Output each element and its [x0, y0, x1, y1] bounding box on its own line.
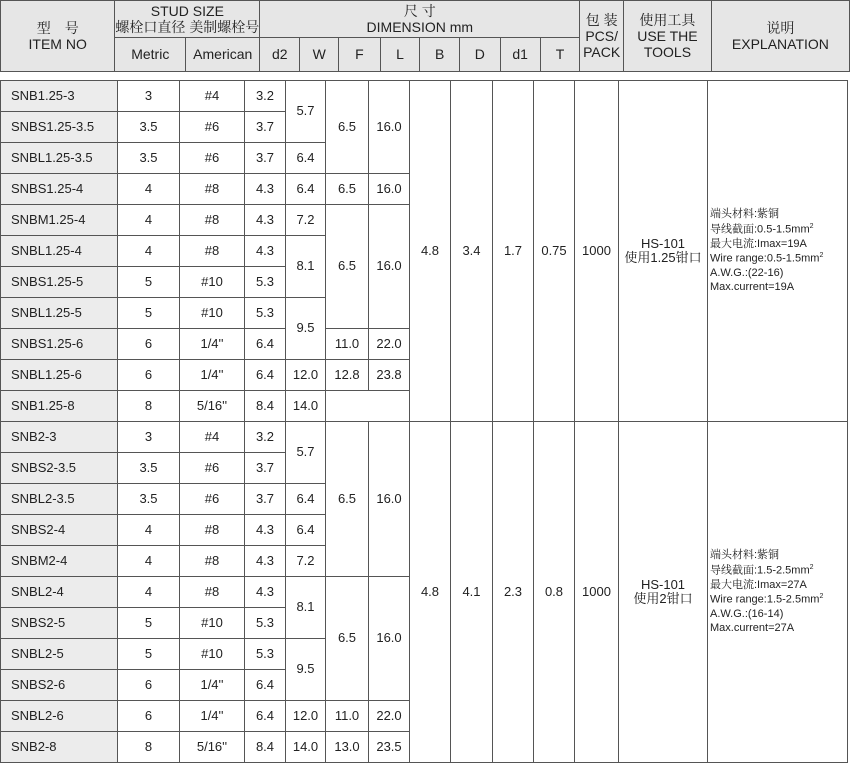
dim-d2: 3.7: [245, 484, 286, 515]
item-no: SNB2-3: [1, 422, 118, 453]
header-explanation: [711, 1, 849, 72]
header-expl-cn: 说明: [766, 19, 795, 36]
stud-metric: 4: [118, 205, 180, 236]
dim-f: 11.0: [326, 701, 369, 732]
item-no: SNBS2-4: [1, 515, 118, 546]
header-t: T: [540, 38, 580, 72]
stud-metric: 5: [118, 267, 180, 298]
item-no: SNBL1.25-4: [1, 236, 118, 267]
stud-metric: 3.5: [118, 112, 180, 143]
dim-l: 22.0: [369, 329, 410, 360]
header-pcs-cn: 包 装: [585, 11, 618, 28]
header-l: L: [380, 38, 420, 72]
header-d2: d2: [260, 38, 300, 72]
item-no: SNB1.25-3: [1, 81, 118, 112]
item-no: SNB2-8: [1, 732, 118, 763]
dim-w: 7.2: [286, 205, 326, 236]
dim-w: 5.7: [286, 422, 326, 484]
dim-d2: 3.7: [245, 143, 286, 174]
superscript-2: 2: [819, 593, 824, 600]
dim-d2: 4.3: [245, 174, 286, 205]
stud-metric: 5: [118, 608, 180, 639]
stud-metric: 5: [118, 298, 180, 329]
dim-d2: 3.7: [245, 112, 286, 143]
explanation-line: 导线截面:0.5-1.5mm: [710, 223, 810, 236]
explanation-line: 端头材料:紫铜: [710, 549, 780, 562]
dim-w: 14.0: [286, 732, 326, 763]
stud-american: 1/4'': [180, 329, 245, 360]
item-no: SNBL2-6: [1, 701, 118, 732]
dim-d: 4.1: [451, 422, 493, 763]
stud-american: #8: [180, 205, 245, 236]
dim-w: 6.4: [286, 143, 326, 174]
stud-american: #8: [180, 236, 245, 267]
dim-w: 8.1: [286, 236, 326, 298]
item-no: SNBS1.25-5: [1, 267, 118, 298]
header-dim-cn: 尺 寸: [403, 2, 436, 19]
stud-metric: 3.5: [118, 143, 180, 174]
tool-jaw: 使用1.25钳口: [624, 250, 702, 265]
superscript-2: 2: [809, 563, 814, 571]
dim-d2: 5.3: [245, 639, 286, 670]
tool-cell: [619, 422, 708, 763]
dim-w: 6.4: [286, 484, 326, 515]
explanation-line: A.W.G.:(16-14): [710, 607, 784, 620]
dim-d2: 6.4: [245, 701, 286, 732]
header-item: [1, 1, 115, 72]
stud-metric: 4: [118, 515, 180, 546]
header-dimension: [260, 1, 580, 38]
stud-american: #10: [180, 608, 245, 639]
dim-d: 3.4: [451, 81, 493, 422]
item-no: SNBL1.25-3.5: [1, 143, 118, 174]
item-no: SNBS2-6: [1, 670, 118, 701]
explanation-line: Wire range:0.5-1.5mm: [710, 252, 820, 265]
stud-metric: 5: [118, 639, 180, 670]
dim-d2: 3.2: [245, 81, 286, 112]
superscript-2: 2: [819, 252, 824, 259]
dim-l: 16.0: [369, 205, 410, 329]
stud-american: #8: [180, 577, 245, 608]
stud-american: 1/4'': [180, 701, 245, 732]
dim-w: 9.5: [286, 298, 326, 360]
header-stud-en: STUD SIZE: [150, 2, 224, 19]
header-w: W: [300, 38, 339, 72]
pcs-pack: 1000: [575, 81, 619, 422]
dim-w: 14.0: [286, 391, 326, 422]
dim-w: 12.0: [286, 701, 326, 732]
dim-d2: 6.4: [245, 360, 286, 391]
tool-model: HS-101: [640, 576, 686, 592]
stud-metric: 3.5: [118, 453, 180, 484]
stud-american: 5/16'': [180, 391, 245, 422]
dim-d2: 4.3: [245, 236, 286, 267]
stud-metric: 4: [118, 577, 180, 608]
header-tools-cn: 使用工具: [639, 11, 696, 28]
dim-f: 6.5: [326, 577, 369, 701]
stud-american: #6: [180, 143, 245, 174]
explanation-line: Max.current=19A: [710, 281, 795, 294]
dim-d2: 4.3: [245, 515, 286, 546]
dim-l: 23.5: [369, 732, 410, 763]
dim-d2: 3.2: [245, 422, 286, 453]
dim-d2: 6.4: [245, 329, 286, 360]
dim-d2: 6.4: [245, 670, 286, 701]
stud-american: 5/16'': [180, 732, 245, 763]
dim-l: 16.0: [369, 577, 410, 701]
dim-w: 12.0: [286, 360, 326, 391]
dim-l: 23.8: [369, 360, 410, 391]
stud-metric: 6: [118, 329, 180, 360]
header-stud-cn-american: 美制螺栓号: [189, 19, 260, 35]
tool-jaw: 使用2钳口: [633, 591, 693, 606]
explanation-cell: [708, 422, 848, 763]
header-item-en: ITEM NO: [28, 36, 87, 52]
dim-f: 11.0: [326, 329, 369, 360]
dim-d2: 8.4: [245, 391, 286, 422]
header-metric: Metric: [115, 38, 186, 72]
dim-w: 8.1: [286, 577, 326, 639]
stud-american: #6: [180, 453, 245, 484]
header-d1: d1: [500, 38, 540, 72]
tool-model: HS-101: [640, 235, 686, 251]
item-no: SNBL2-3.5: [1, 484, 118, 515]
item-no: SNBL2-4: [1, 577, 118, 608]
header-expl-en: EXPLANATION: [731, 36, 829, 52]
stud-metric: 6: [118, 360, 180, 391]
dim-d2: 5.3: [245, 298, 286, 329]
item-no: SNBS2-3.5: [1, 453, 118, 484]
dim-w: 7.2: [286, 546, 326, 577]
dim-d2: 5.3: [245, 267, 286, 298]
stud-metric: 4: [118, 236, 180, 267]
header-tools-en1: USE THE: [637, 27, 698, 44]
item-no: SNBL1.25-6: [1, 360, 118, 391]
item-no: SNBS1.25-4: [1, 174, 118, 205]
dim-d2: 4.3: [245, 205, 286, 236]
dim-d2: 4.3: [245, 577, 286, 608]
stud-american: #8: [180, 515, 245, 546]
header-item-cn: 型 号: [36, 19, 79, 36]
dim-b: 4.8: [410, 422, 451, 763]
item-no: SNBS1.25-3.5: [1, 112, 118, 143]
stud-american: #8: [180, 546, 245, 577]
item-no: SNBS1.25-6: [1, 329, 118, 360]
dim-l: 16.0: [369, 174, 410, 205]
pcs-pack: 1000: [575, 422, 619, 763]
header-pcs-en2: PACK: [583, 44, 621, 61]
dim-f: 13.0: [326, 732, 369, 763]
stud-metric: 4: [118, 174, 180, 205]
header-dim-en: DIMENSION mm: [366, 19, 474, 35]
stud-american: #8: [180, 174, 245, 205]
stud-metric: 3: [118, 81, 180, 112]
dim-b: 4.8: [410, 81, 451, 422]
dim-t: 0.75: [534, 81, 575, 422]
header-stud-size: [115, 1, 260, 38]
stud-american: 1/4'': [180, 360, 245, 391]
item-no: SNBL1.25-5: [1, 298, 118, 329]
dim-d2: 5.3: [245, 608, 286, 639]
explanation-line: 导线截面:1.5-2.5mm: [710, 564, 810, 577]
stud-american: #4: [180, 81, 245, 112]
header-pcs: [580, 1, 624, 72]
dim-f: 6.5: [326, 174, 369, 205]
stud-metric: 8: [118, 391, 180, 422]
header-d: D: [460, 38, 501, 72]
stud-american: #4: [180, 422, 245, 453]
stud-american: 1/4'': [180, 670, 245, 701]
table-row: [1, 81, 848, 112]
dim-d2: 8.4: [245, 732, 286, 763]
header-b: B: [420, 38, 460, 72]
dim-d2: 4.3: [245, 546, 286, 577]
stud-metric: 3.5: [118, 484, 180, 515]
explanation-line: Max.current=27A: [710, 622, 795, 635]
dim-d1: 2.3: [493, 422, 534, 763]
item-no: SNBS2-5: [1, 608, 118, 639]
stud-american: #6: [180, 484, 245, 515]
item-no: SNB1.25-8: [1, 391, 118, 422]
header-table: [0, 0, 850, 72]
explanation-line: A.W.G.:(22-16): [710, 266, 784, 279]
explanation-cell: [708, 81, 848, 422]
dim-d2: 3.7: [245, 453, 286, 484]
item-no: SNBM1.25-4: [1, 205, 118, 236]
stud-metric: 8: [118, 732, 180, 763]
stud-american: #6: [180, 112, 245, 143]
dim-w: 5.7: [286, 81, 326, 143]
header-american: American: [186, 38, 260, 72]
dim-f: 12.8: [326, 360, 369, 391]
dim-f: 6.5: [326, 422, 369, 577]
item-no: SNBM2-4: [1, 546, 118, 577]
stud-metric: 3: [118, 422, 180, 453]
stud-american: #10: [180, 639, 245, 670]
header-pcs-en1: PCS/: [585, 27, 619, 44]
explanation-line: 最大电流:Imax=27A: [710, 578, 807, 591]
stud-american: #10: [180, 298, 245, 329]
stud-metric: 6: [118, 701, 180, 732]
header-stud-cn-metric: 螺栓口直径: [115, 19, 186, 35]
explanation-line: 最大电流:Imax=19A: [710, 237, 807, 250]
dim-l: 22.0: [369, 701, 410, 732]
explanation-line: 端头材料:紫铜: [710, 208, 780, 221]
stud-american: #10: [180, 267, 245, 298]
dim-t: 0.8: [534, 422, 575, 763]
spec-table: [0, 80, 848, 763]
dim-w: 6.4: [286, 515, 326, 546]
dim-d1: 1.7: [493, 81, 534, 422]
superscript-2: 2: [809, 222, 814, 230]
dim-w: 6.4: [286, 174, 326, 205]
dim-l: 16.0: [369, 81, 410, 174]
item-no: SNBL2-5: [1, 639, 118, 670]
header-f: F: [339, 38, 381, 72]
header-tools-en2: TOOLS: [643, 44, 692, 61]
dim-l: 16.0: [369, 422, 410, 577]
dim-f: 6.5: [326, 81, 369, 174]
header-tools: [624, 1, 712, 72]
explanation-line: Wire range:1.5-2.5mm: [710, 593, 820, 606]
stud-metric: 6: [118, 670, 180, 701]
tool-cell: [619, 81, 708, 422]
stud-metric: 4: [118, 546, 180, 577]
dim-f: 6.5: [326, 205, 369, 329]
dim-w: 9.5: [286, 639, 326, 701]
table-row: [1, 422, 848, 453]
